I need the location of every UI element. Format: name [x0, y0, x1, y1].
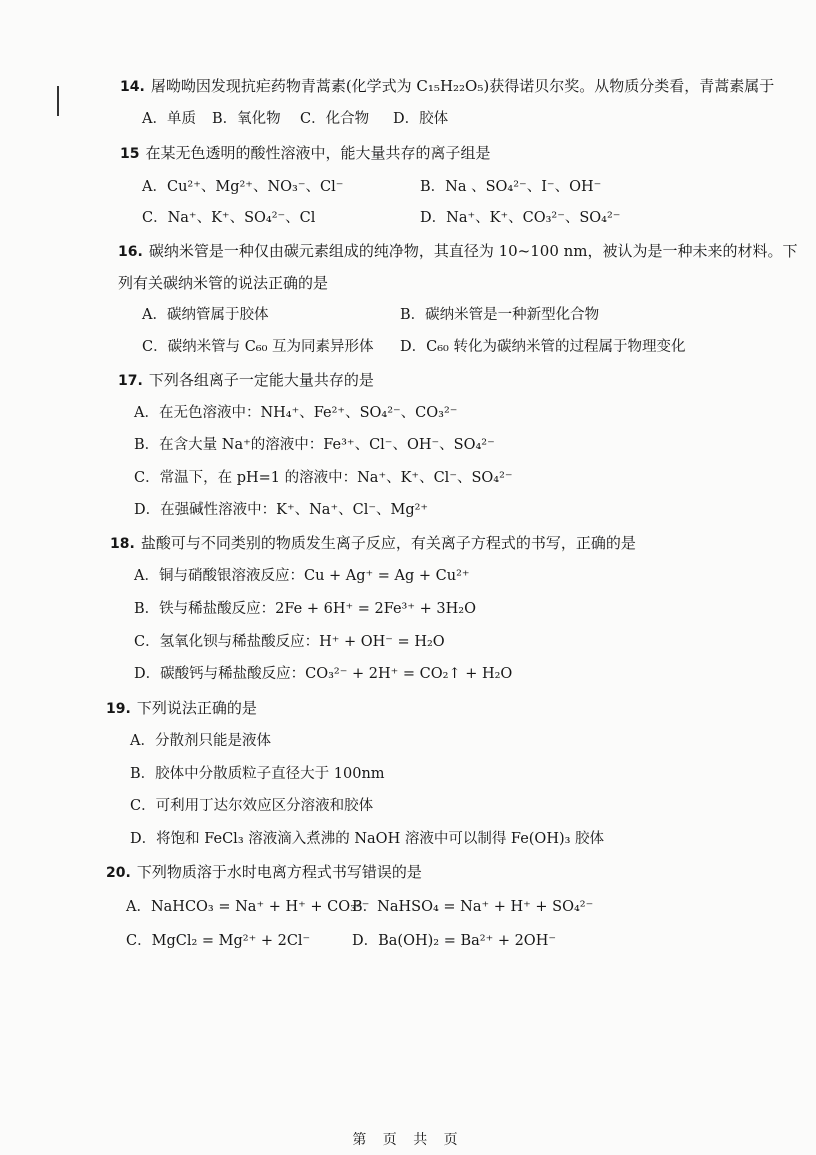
option-19-a: A．分散剂只能是液体: [130, 733, 271, 749]
option-17-b: B．在含大量 Na⁺的溶液中：Fe³⁺、Cl⁻、OH⁻、SO₄²⁻: [134, 437, 495, 453]
scan-mark: [57, 86, 59, 116]
question-16-stem-continued: 列有关碳纳米管的说法正确的是: [118, 274, 329, 292]
question-number: 15: [120, 146, 140, 162]
question-17-stem: [118, 373, 374, 388]
option-15-b: B．Na 、SO₄²⁻、I⁻、OH⁻: [420, 179, 602, 195]
page-footer: 第 页 共 页: [352, 1132, 464, 1148]
option-20-a: A．NaHCO₃ = Na⁺ + H⁺ + CO₃²⁻: [126, 899, 370, 915]
option-20-d: D．Ba(OH)₂ = Ba²⁺ + 2OH⁻: [352, 933, 556, 949]
question-number: 18.: [110, 536, 135, 552]
option-18-b: B．铁与稀盐酸反应：2Fe + 6H⁺ = 2Fe³⁺ + 3H₂O: [134, 601, 476, 617]
option-20-b: B．NaHSO₄ = Na⁺ + H⁺ + SO₄²⁻: [352, 899, 594, 915]
question-text: 在某无色透明的酸性溶液中，能大量共存的离子组是: [145, 144, 491, 162]
option-16-d: D．C₆₀ 转化为碳纳米管的过程属于物理变化: [400, 339, 686, 355]
option-15-d: D．Na⁺、K⁺、CO₃²⁻、SO₄²⁻: [420, 210, 621, 226]
question-18-stem: [110, 536, 636, 551]
option-19-d: D．将饱和 FeCl₃ 溶液滴入煮沸的 NaOH 溶液中可以制得 Fe(OH)₃ 胶体: [130, 831, 605, 847]
option-19-b: B．胶体中分散质粒子直径大于 100nm: [130, 766, 385, 782]
question-number: 16.: [118, 244, 143, 260]
option-18-c: C．氢氧化钡与稀盐酸反应：H⁺ + OH⁻ = H₂O: [134, 634, 445, 650]
question-number: 19.: [106, 701, 131, 717]
question-16-stem: [118, 244, 798, 259]
question-20-stem: [106, 865, 422, 880]
option-17-d: D．在强碱性溶液中：K⁺、Na⁺、Cl⁻、Mg²⁺: [134, 502, 429, 518]
option-17-a: A．在无色溶液中：NH₄⁺、Fe²⁺、SO₄²⁻、CO₃²⁻: [134, 405, 458, 421]
option-16-b: B．碳纳米管是一种新型化合物: [400, 307, 600, 323]
question-number: 17.: [118, 373, 143, 389]
question-text: 下列各组离子一定能大量共存的是: [148, 371, 374, 389]
option-16-a: A．碳纳管属于胶体: [142, 307, 269, 323]
question-19-stem: [106, 701, 257, 716]
option-18-a: A．铜与硝酸银溶液反应：Cu + Ag⁺ = Ag + Cu²⁺: [134, 568, 470, 584]
option-15-a: A．Cu²⁺、Mg²⁺、NO₃⁻、Cl⁻: [142, 179, 344, 195]
option-14-c: C．化合物: [300, 111, 370, 127]
question-text: 盐酸可与不同类别的物质发生离子反应，有关离子方程式的书写，正确的是: [140, 534, 636, 552]
question-text: 下列物质溶于水时电离方程式书写错误的是: [136, 863, 422, 881]
question-15-stem: [120, 146, 491, 161]
option-20-c: C．MgCl₂ = Mg²⁺ + 2Cl⁻: [126, 933, 311, 949]
option-14-d: D．胶体: [393, 111, 449, 127]
question-number: 20.: [106, 865, 131, 881]
option-18-d: D．碳酸钙与稀盐酸反应：CO₃²⁻ + 2H⁺ = CO₂↑ + H₂O: [134, 666, 513, 682]
option-14-a: A．单质: [142, 111, 196, 127]
question-number: 14.: [120, 79, 145, 95]
option-17-c: C．常温下，在 pH=1 的溶液中：Na⁺、K⁺、Cl⁻、SO₄²⁻: [134, 470, 513, 486]
question-14-stem: [120, 79, 774, 94]
option-15-c: C．Na⁺、K⁺、SO₄²⁻、Cl: [142, 210, 316, 226]
option-16-c: C．碳纳米管与 C₆₀ 互为同素异形体: [142, 339, 374, 355]
question-text: 碳纳米管是一种仅由碳元素组成的纯净物，其直径为 10~100 nm，被认为是一种未来的材料。下: [148, 242, 798, 260]
option-14-b: B．氧化物: [212, 111, 281, 127]
question-text: 屠呦呦因发现抗疟药物青蒿素(化学式为 C₁₅H₂₂O₅)获得诺贝尔奖。从物质分类看，青蒿素属于: [150, 77, 775, 95]
question-text: 下列说法正确的是: [136, 699, 257, 717]
option-19-c: C．可利用丁达尔效应区分溶液和胶体: [130, 798, 374, 814]
